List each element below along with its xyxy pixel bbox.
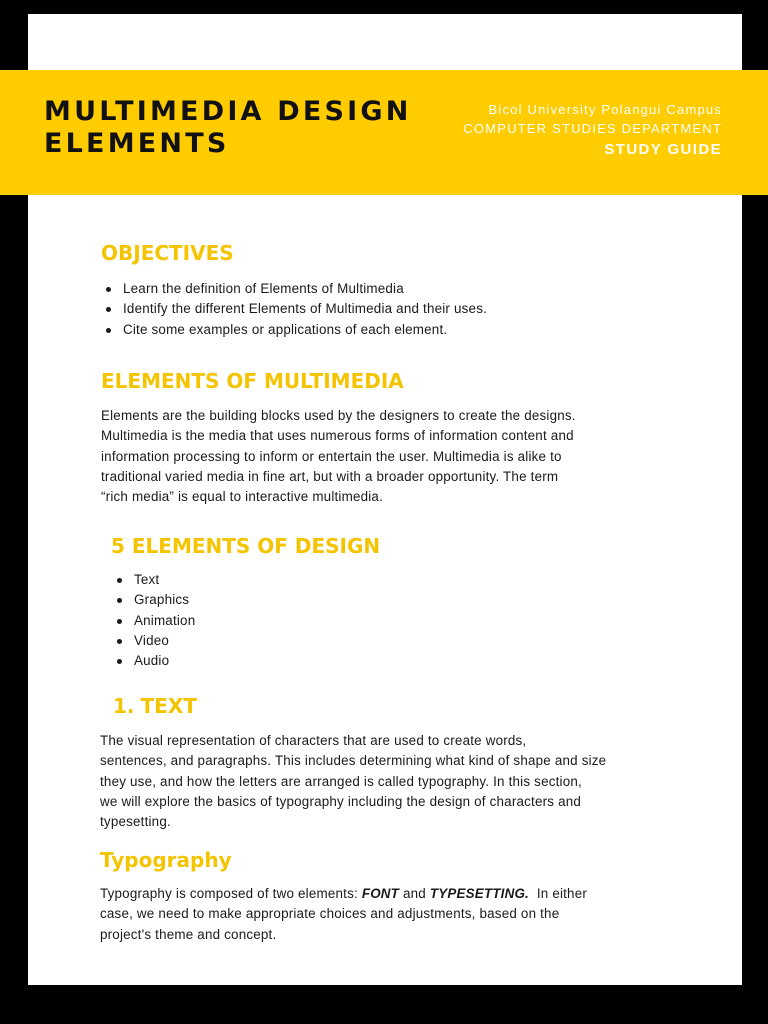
list-item: Graphics bbox=[112, 590, 195, 610]
list-item: Learn the definition of Elements of Multimedia bbox=[101, 279, 487, 299]
typography-text: In either bbox=[528, 886, 588, 901]
header-info bbox=[463, 100, 722, 162]
department-name: COMPUTER STUDIES DEPARTMENT bbox=[463, 121, 722, 136]
paragraph-line: information processing to inform or entertain the user. Multimedia is alike to bbox=[101, 448, 562, 464]
document-title bbox=[44, 96, 424, 160]
text-section-heading bbox=[113, 693, 197, 719]
typography-paragraph bbox=[100, 884, 700, 945]
list-item: Identify the different Elements of Multimedia and their uses. bbox=[101, 299, 487, 319]
five-elements-heading: 5 ELEMENTS OF DESIGN bbox=[111, 534, 381, 558]
text-section-paragraph bbox=[100, 731, 700, 832]
paragraph-line: case, we need to make appropriate choices and adjustments, based on the bbox=[100, 906, 560, 922]
list-item: Cite some examples or applications of each element. bbox=[101, 320, 487, 340]
document-type: STUDY GUIDE bbox=[604, 141, 722, 158]
paragraph-line: Multimedia is the media that uses numerous forms of information content and bbox=[101, 428, 574, 444]
text-section-title: TEXT bbox=[140, 694, 197, 718]
typography-heading: Typography bbox=[100, 848, 232, 872]
typography-text: Typography is composed of two elements: bbox=[100, 886, 362, 901]
paragraph-line bbox=[100, 884, 700, 904]
typography-text: and bbox=[399, 886, 430, 901]
list-item: Animation bbox=[112, 611, 195, 631]
term-typesetting: TYPESETTING. bbox=[429, 886, 529, 901]
document-title-line-2: ELEMENTS bbox=[44, 128, 230, 159]
paragraph-line: project's theme and concept. bbox=[100, 926, 277, 942]
objectives-heading: OBJECTIVES bbox=[101, 241, 234, 265]
paragraph-line: traditional varied media in fine art, but with a broader opportunity. The term bbox=[101, 468, 559, 484]
paragraph-line: they use, and how the letters are arranged is called typography. In this section, bbox=[100, 773, 582, 789]
paragraph-line: sentences, and paragraphs. This includes determining what kind of shape and size bbox=[100, 753, 607, 769]
list-item: Audio bbox=[112, 651, 195, 671]
document-title-line-1: MULTIMEDIA DESIGN bbox=[44, 96, 412, 127]
paragraph-line: The visual representation of characters that are used to create words, bbox=[100, 733, 527, 748]
paragraph-line: we will explore the basics of typography including the design of characters and bbox=[100, 793, 582, 809]
text-section-number: 1. bbox=[113, 694, 135, 718]
elements-of-multimedia-heading: ELEMENTS OF MULTIMEDIA bbox=[101, 369, 404, 393]
paragraph-line: typesetting. bbox=[100, 814, 171, 830]
paragraph-line: “rich media” is equal to interactive multimedia. bbox=[101, 489, 383, 505]
elements-of-multimedia-paragraph bbox=[101, 406, 701, 507]
list-item: Video bbox=[112, 631, 195, 651]
institution-name: Bicol University Polangui Campus bbox=[488, 102, 722, 117]
five-elements-list bbox=[112, 570, 195, 671]
paragraph-line: Elements are the building blocks used by the designers to create the designs. bbox=[101, 408, 576, 423]
term-font: FONT bbox=[361, 886, 400, 901]
objectives-list bbox=[101, 279, 487, 340]
list-item: Text bbox=[112, 570, 195, 590]
